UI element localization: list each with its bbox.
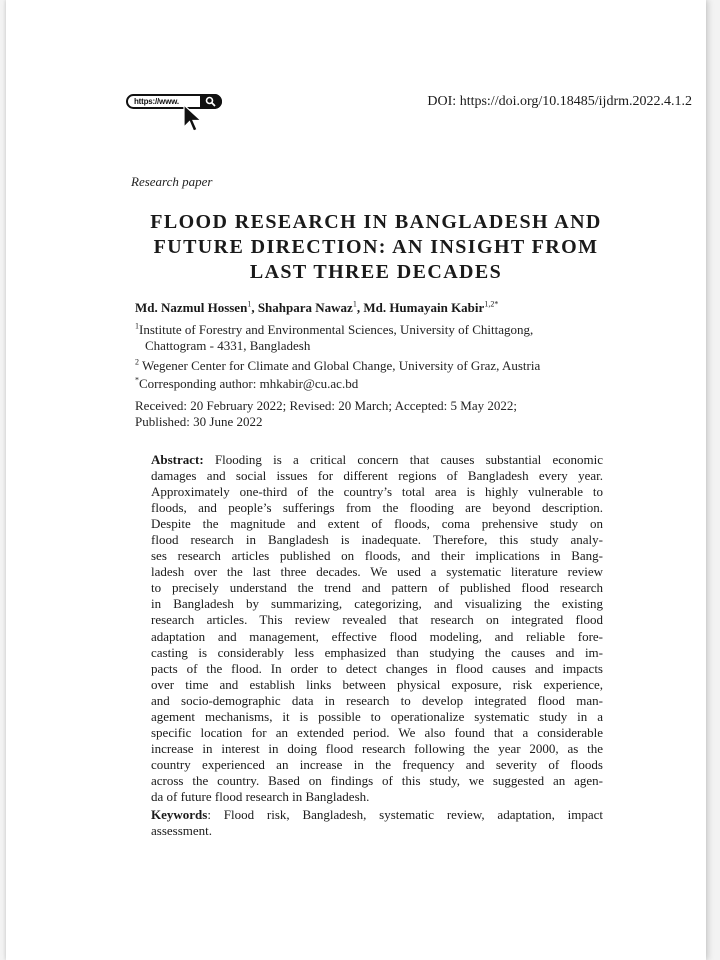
author-name: Md. Humayain Kabir <box>363 300 485 315</box>
abstract-line: agement mechanisms, it is possible to operationalize systematic study in a <box>151 708 603 724</box>
publication-dates <box>135 398 517 430</box>
abstract-line: and socio-demographic data in research to develop integrated flood man- <box>151 692 603 708</box>
abstract-line: country experienced an increase in the frequency and severity of floods <box>151 756 603 772</box>
abstract-line: damages and social issues for different regions of Bangladesh every year. <box>151 468 603 484</box>
author-name: Md. Nazmul Hossen <box>135 300 248 315</box>
affiliation-1-line-1: Institute of Forestry and Environmental Sciences, University of Chittagong, <box>139 322 534 337</box>
keywords-line <box>151 807 603 823</box>
title-line-1: FLOOD RESEARCH IN BANGLADESH AND <box>150 211 602 233</box>
title-line-3: LAST THREE DECADES <box>249 261 503 283</box>
paper-page <box>6 0 706 960</box>
abstract-line: da of future flood research in Bangladesh. <box>151 788 370 804</box>
keywords-label: Keywords <box>151 807 208 823</box>
affiliation-1 <box>135 322 533 354</box>
url-bar-shape <box>126 94 222 109</box>
doi-text: DOI: https://doi.org/10.18485/ijdrm.2022.4.1.2 <box>427 94 692 109</box>
keywords-line-2: assessment. <box>151 823 213 839</box>
corresponding-author-text: Corresponding author: mhkabir@cu.ac.bd <box>139 376 359 391</box>
affiliation-1-line-2: Chattogram - 4331, Bangladesh <box>145 338 311 353</box>
abstract-line: ladesh over the last three decades. We used a systematic literature review <box>151 564 603 580</box>
paper-title <box>106 210 646 285</box>
title-line-2: FUTURE DIRECTION: AN INSIGHT FROM <box>153 236 599 258</box>
author-separator: , <box>356 300 364 315</box>
author-separator: , <box>251 300 258 315</box>
abstract-line: pacts of the flood. In order to detect changes in flood causes and impacts <box>151 660 603 676</box>
affiliation-2-text: Wegener Center for Climate and Global Change, University of Graz, Austria <box>139 358 541 373</box>
keywords-text: : Flood risk, Bangladesh, systematic review, adaptation, impact <box>207 807 603 823</box>
abstract-line: in Bangladesh by summarizing, categorizing, and visualizing the existing <box>151 596 603 612</box>
author-affiliation-mark: 1 <box>247 299 252 309</box>
abstract-line: research articles. This review revealed that research on integrated flood <box>151 612 603 628</box>
url-search-logo <box>122 92 222 134</box>
author-affiliation-mark: 1,2* <box>484 299 499 309</box>
abstract-line: across the country. Based on findings of this study, we suggested an agen- <box>151 772 603 788</box>
abstract-line: increase in interest in doing flood research following the year 2000, as the <box>151 740 603 756</box>
abstract-line: Despite the magnitude and extent of floods, coma prehensive study on <box>151 516 603 532</box>
abstract-label: Abstract: <box>151 452 204 467</box>
cursor-arrow-icon <box>182 104 206 134</box>
abstract-line: adaptation and management, effective flood modeling, and reliable fore- <box>151 628 603 644</box>
abstract-line: Flooding is a critical concern that causes substantial economic <box>203 452 603 467</box>
affiliation-mark: 1 <box>135 321 139 331</box>
affiliation-mark: 2 <box>135 357 139 367</box>
abstract-line: to precisely understand the trend and pattern of published flood research <box>151 580 603 596</box>
abstract-line: over time and establish links between physical exposure, risk experience, <box>151 676 603 692</box>
author-affiliation-mark: 1 <box>352 299 357 309</box>
corresponding-author <box>135 376 358 392</box>
dates-line-1: Received: 20 February 2022; Revised: 20 March; Accepted: 5 May 2022; <box>135 398 517 413</box>
abstract-line: flood research in Bangladesh is inadequate. Therefore, this study analy- <box>151 532 603 548</box>
paper-type-label: Research paper <box>131 174 213 189</box>
url-logo-text: https://www. <box>134 97 179 106</box>
abstract-line: ses research articles published on floods, and their implications in Bang- <box>151 548 603 564</box>
abstract-line: casting is considerably less emphasized than studying the causes and im- <box>151 644 603 660</box>
abstract-line: Approximately one-third of the country’s total area is highly vulnerable to <box>151 484 603 500</box>
affiliation-2 <box>135 358 540 374</box>
abstract-line: floods, and people’s sufferings from the flooding are beyond description. <box>151 500 603 516</box>
author-list <box>135 300 498 316</box>
author-name: Shahpara Nawaz <box>257 300 353 315</box>
abstract-line: specific location for an extended period. We also found that a considerable <box>151 724 603 740</box>
dates-line-2: Published: 30 June 2022 <box>135 414 263 429</box>
corresponding-mark: * <box>135 375 139 385</box>
abstract-block <box>151 452 603 839</box>
